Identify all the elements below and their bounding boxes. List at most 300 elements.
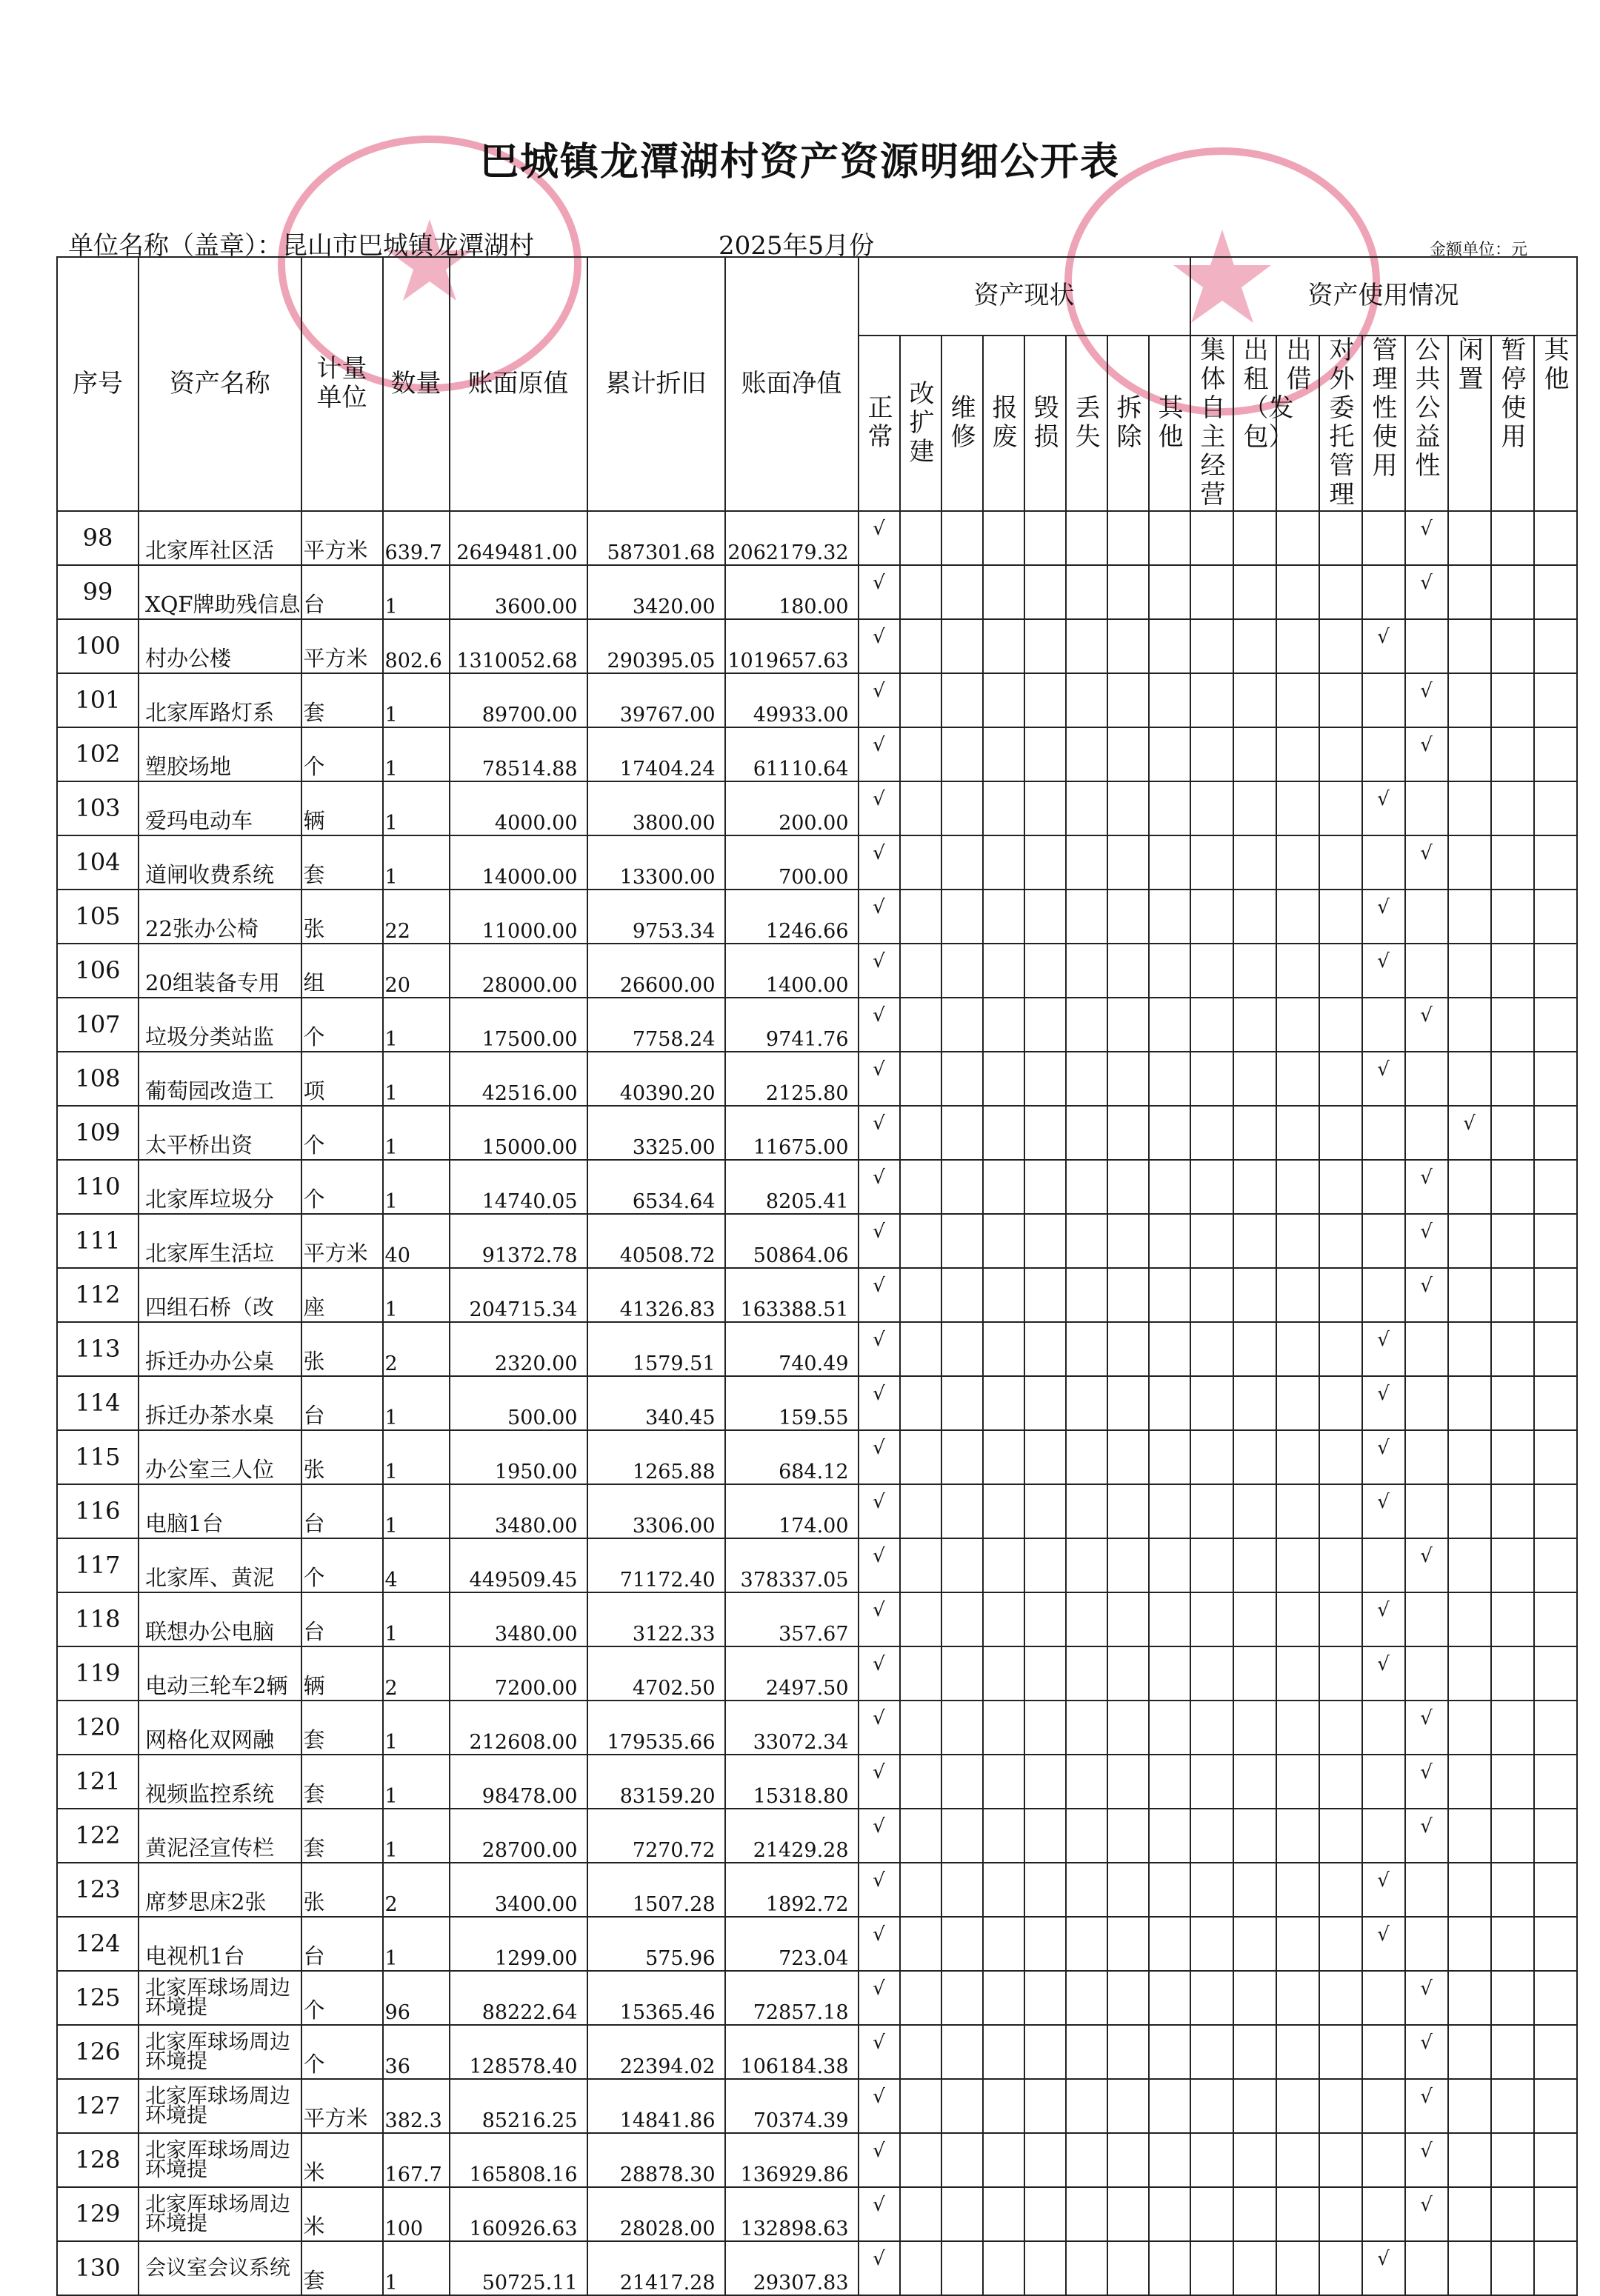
header-usage-label: 闲置 bbox=[1458, 336, 1484, 395]
cell-usage-check bbox=[1448, 619, 1491, 673]
cell-usage-check bbox=[1276, 727, 1319, 781]
cell-status-check bbox=[1066, 1917, 1107, 1971]
cell-seq: 109 bbox=[57, 1106, 139, 1160]
header-usage-label: 管理性使用 bbox=[1372, 336, 1398, 481]
cell-usage-check bbox=[1534, 2025, 1577, 2079]
cell-status-check bbox=[1024, 727, 1066, 781]
cell-original: 1299.00 bbox=[450, 1917, 587, 1971]
header-usage-group: 资产使用情况 bbox=[1190, 257, 1577, 336]
cell-net: 1892.72 bbox=[725, 1863, 859, 1917]
cell-status-check bbox=[983, 1268, 1024, 1322]
cell-status-check bbox=[983, 1917, 1024, 1971]
cell-status-check bbox=[900, 1809, 941, 1863]
cell-status-check bbox=[941, 1701, 983, 1755]
header-usage-label: 暂停使用 bbox=[1501, 336, 1527, 453]
cell-usage-check bbox=[1319, 1863, 1362, 1917]
header-status-col bbox=[1024, 336, 1066, 511]
cell-original: 1310052.68 bbox=[450, 619, 587, 673]
report-period: 2025年5月份 bbox=[719, 231, 875, 261]
cell-net: 72857.18 bbox=[725, 1971, 859, 2025]
table-row bbox=[57, 1052, 1577, 1106]
cell-depreciation: 7758.24 bbox=[587, 998, 725, 1052]
header-status-label: 毁损 bbox=[1033, 393, 1059, 453]
header-usage-label: 公共公益性 bbox=[1415, 336, 1441, 481]
table-row bbox=[57, 619, 1577, 673]
cell-status-check bbox=[1024, 2025, 1066, 2079]
cell-status-check bbox=[941, 944, 983, 998]
cell-usage-check bbox=[1534, 1917, 1577, 1971]
cell-usage-check bbox=[1534, 998, 1577, 1052]
cell-status-check bbox=[941, 890, 983, 944]
header-usage-label: 集体自主经营 bbox=[1200, 336, 1226, 510]
cell-usage-check bbox=[1405, 1863, 1448, 1917]
cell-status-check bbox=[941, 998, 983, 1052]
cell-name: 联想办公电脑 bbox=[139, 1592, 301, 1646]
cell-usage-check bbox=[1448, 2241, 1491, 2295]
cell-usage-check bbox=[1448, 1863, 1491, 1917]
cell-usage-check bbox=[1233, 1701, 1276, 1755]
cell-net: 1019657.63 bbox=[725, 619, 859, 673]
cell-qty: 1 bbox=[383, 1701, 450, 1755]
cell-usage-check bbox=[1448, 1971, 1491, 2025]
cell-status-check bbox=[900, 1376, 941, 1430]
cell-depreciation: 1265.88 bbox=[587, 1430, 725, 1484]
cell-depreciation: 40508.72 bbox=[587, 1214, 725, 1268]
check-mark-usage: √ bbox=[1362, 1917, 1405, 1971]
cell-net: 2125.80 bbox=[725, 1052, 859, 1106]
cell-unit: 个 bbox=[301, 998, 383, 1052]
check-mark-usage: √ bbox=[1362, 1430, 1405, 1484]
check-mark-status: √ bbox=[859, 2079, 900, 2133]
header-status-group: 资产现状 bbox=[859, 257, 1190, 336]
cell-usage-check bbox=[1233, 1971, 1276, 2025]
check-mark-usage: √ bbox=[1362, 1322, 1405, 1376]
cell-status-check bbox=[1024, 1755, 1066, 1809]
cell-usage-check bbox=[1319, 835, 1362, 890]
cell-qty: 1 bbox=[383, 1430, 450, 1484]
cell-status-check bbox=[941, 1268, 983, 1322]
asset-rows bbox=[57, 511, 1577, 2295]
cell-status-check bbox=[941, 1755, 983, 1809]
cell-usage-check bbox=[1448, 1430, 1491, 1484]
cell-qty: 100 bbox=[383, 2187, 450, 2241]
cell-usage-check bbox=[1233, 1484, 1276, 1538]
cell-status-check bbox=[1149, 1484, 1190, 1538]
cell-status-check bbox=[1066, 1160, 1107, 1214]
cell-usage-check bbox=[1534, 727, 1577, 781]
cell-usage-check bbox=[1190, 835, 1233, 890]
cell-usage-check bbox=[1319, 1755, 1362, 1809]
cell-net: 378337.05 bbox=[725, 1538, 859, 1592]
cell-status-check bbox=[1024, 511, 1066, 565]
cell-status-check bbox=[1107, 1863, 1149, 1917]
cell-status-check bbox=[983, 2241, 1024, 2295]
asset-table bbox=[56, 256, 1578, 2296]
cell-usage-check bbox=[1319, 2187, 1362, 2241]
cell-unit: 平方米 bbox=[301, 511, 383, 565]
cell-unit: 个 bbox=[301, 1538, 383, 1592]
cell-usage-check bbox=[1276, 835, 1319, 890]
check-mark-usage: √ bbox=[1362, 1052, 1405, 1106]
header-status-label: 报废 bbox=[992, 393, 1018, 453]
cell-net: 136929.86 bbox=[725, 2133, 859, 2187]
cell-status-check bbox=[1024, 998, 1066, 1052]
header-usage-col bbox=[1405, 336, 1448, 511]
cell-seq: 121 bbox=[57, 1755, 139, 1809]
cell-status-check bbox=[1149, 673, 1190, 727]
cell-status-check bbox=[983, 2187, 1024, 2241]
cell-qty: 2 bbox=[383, 1646, 450, 1701]
table-row bbox=[57, 1322, 1577, 1376]
cell-usage-check bbox=[1362, 1160, 1405, 1214]
cell-usage-check bbox=[1276, 1160, 1319, 1214]
cell-usage-check bbox=[1276, 998, 1319, 1052]
header-status-label: 维修 bbox=[950, 393, 976, 453]
cell-usage-check bbox=[1491, 2025, 1534, 2079]
cell-status-check bbox=[1066, 511, 1107, 565]
cell-qty: 1 bbox=[383, 1809, 450, 1863]
cell-original: 78514.88 bbox=[450, 727, 587, 781]
header-usage-col bbox=[1319, 336, 1362, 511]
cell-usage-check bbox=[1233, 1592, 1276, 1646]
cell-usage-check bbox=[1491, 1322, 1534, 1376]
cell-status-check bbox=[983, 835, 1024, 890]
cell-usage-check bbox=[1362, 1755, 1405, 1809]
cell-status-check bbox=[1066, 2133, 1107, 2187]
cell-seq: 116 bbox=[57, 1484, 139, 1538]
cell-usage-check bbox=[1319, 565, 1362, 619]
cell-usage-check bbox=[1276, 1484, 1319, 1538]
cell-status-check bbox=[1107, 1160, 1149, 1214]
cell-usage-check bbox=[1190, 1106, 1233, 1160]
cell-status-check bbox=[1066, 1052, 1107, 1106]
cell-qty: 40 bbox=[383, 1214, 450, 1268]
cell-usage-check bbox=[1534, 1106, 1577, 1160]
cell-qty: 1 bbox=[383, 1160, 450, 1214]
table-row bbox=[57, 727, 1577, 781]
header-status-label: 丢失 bbox=[1075, 393, 1101, 453]
check-mark-status: √ bbox=[859, 1376, 900, 1430]
cell-usage-check bbox=[1233, 619, 1276, 673]
cell-usage-check bbox=[1491, 2079, 1534, 2133]
cell-name: 席梦思床2张 bbox=[139, 1863, 301, 1917]
cell-usage-check bbox=[1233, 2187, 1276, 2241]
cell-status-check bbox=[900, 781, 941, 835]
check-mark-usage: √ bbox=[1405, 2133, 1448, 2187]
cell-status-check bbox=[1024, 1971, 1066, 2025]
cell-qty: 4 bbox=[383, 1538, 450, 1592]
cell-qty: 1 bbox=[383, 565, 450, 619]
cell-status-check bbox=[1107, 1214, 1149, 1268]
cell-status-check bbox=[983, 673, 1024, 727]
cell-net: 180.00 bbox=[725, 565, 859, 619]
cell-status-check bbox=[1149, 565, 1190, 619]
cell-name: 村办公楼 bbox=[139, 619, 301, 673]
cell-usage-check bbox=[1276, 1809, 1319, 1863]
cell-status-check bbox=[1024, 2079, 1066, 2133]
cell-seq: 103 bbox=[57, 781, 139, 835]
table-row bbox=[57, 2025, 1577, 2079]
cell-status-check bbox=[1066, 1809, 1107, 1863]
cell-seq: 127 bbox=[57, 2079, 139, 2133]
cell-seq: 126 bbox=[57, 2025, 139, 2079]
cell-usage-check bbox=[1233, 1917, 1276, 1971]
cell-usage-check bbox=[1190, 2133, 1233, 2187]
cell-usage-check bbox=[1276, 1538, 1319, 1592]
cell-seq: 120 bbox=[57, 1701, 139, 1755]
cell-unit: 台 bbox=[301, 1592, 383, 1646]
cell-usage-check bbox=[1190, 1592, 1233, 1646]
header-net: 账面净值 bbox=[725, 257, 859, 511]
cell-usage-check bbox=[1233, 1268, 1276, 1322]
cell-depreciation: 40390.20 bbox=[587, 1052, 725, 1106]
cell-status-check bbox=[941, 1376, 983, 1430]
cell-original: 28700.00 bbox=[450, 1809, 587, 1863]
cell-name: 道闸收费系统 bbox=[139, 835, 301, 890]
cell-name: 葡萄园改造工 bbox=[139, 1052, 301, 1106]
cell-status-check bbox=[941, 2025, 983, 2079]
cell-seq: 123 bbox=[57, 1863, 139, 1917]
cell-status-check bbox=[941, 1160, 983, 1214]
cell-unit: 组 bbox=[301, 944, 383, 998]
cell-status-check bbox=[1066, 944, 1107, 998]
cell-status-check bbox=[1107, 1971, 1149, 2025]
check-mark-usage: √ bbox=[1362, 781, 1405, 835]
cell-name: 22张办公椅 bbox=[139, 890, 301, 944]
cell-usage-check bbox=[1448, 1755, 1491, 1809]
table-row bbox=[57, 1592, 1577, 1646]
cell-unit: 个 bbox=[301, 727, 383, 781]
cell-usage-check bbox=[1190, 1214, 1233, 1268]
cell-usage-check bbox=[1319, 1484, 1362, 1538]
cell-status-check bbox=[983, 1106, 1024, 1160]
cell-qty: 1 bbox=[383, 1484, 450, 1538]
cell-usage-check bbox=[1190, 2079, 1233, 2133]
table-row bbox=[57, 2187, 1577, 2241]
header-status-col bbox=[983, 336, 1024, 511]
cell-usage-check bbox=[1448, 835, 1491, 890]
cell-depreciation: 179535.66 bbox=[587, 1701, 725, 1755]
cell-usage-check bbox=[1491, 673, 1534, 727]
cell-usage-check bbox=[1233, 727, 1276, 781]
cell-depreciation: 6534.64 bbox=[587, 1160, 725, 1214]
cell-usage-check bbox=[1233, 944, 1276, 998]
cell-depreciation: 21417.28 bbox=[587, 2241, 725, 2295]
cell-usage-check bbox=[1491, 1592, 1534, 1646]
check-mark-status: √ bbox=[859, 727, 900, 781]
cell-status-check bbox=[1024, 1809, 1066, 1863]
cell-usage-check bbox=[1405, 1322, 1448, 1376]
cell-usage-check bbox=[1319, 1160, 1362, 1214]
cell-status-check bbox=[983, 565, 1024, 619]
cell-net: 200.00 bbox=[725, 781, 859, 835]
cell-usage-check bbox=[1491, 1214, 1534, 1268]
cell-original: 88222.64 bbox=[450, 1971, 587, 2025]
cell-name: 会议室会议系统 bbox=[139, 2241, 301, 2295]
cell-usage-check bbox=[1534, 1430, 1577, 1484]
cell-usage-check bbox=[1534, 1971, 1577, 2025]
cell-status-check bbox=[941, 511, 983, 565]
cell-usage-check bbox=[1276, 1214, 1319, 1268]
cell-usage-check bbox=[1405, 1430, 1448, 1484]
cell-status-check bbox=[1107, 1755, 1149, 1809]
cell-usage-check bbox=[1276, 1646, 1319, 1701]
cell-usage-check bbox=[1534, 835, 1577, 890]
cell-original: 2320.00 bbox=[450, 1322, 587, 1376]
cell-seq: 106 bbox=[57, 944, 139, 998]
cell-status-check bbox=[1149, 511, 1190, 565]
cell-unit: 平方米 bbox=[301, 2079, 383, 2133]
cell-status-check bbox=[983, 1646, 1024, 1701]
cell-name: 北家厍社区活 bbox=[139, 511, 301, 565]
check-mark-usage: √ bbox=[1405, 727, 1448, 781]
header-status-col bbox=[1149, 336, 1190, 511]
cell-usage-check bbox=[1491, 1376, 1534, 1430]
cell-unit: 套 bbox=[301, 673, 383, 727]
cell-depreciation: 1579.51 bbox=[587, 1322, 725, 1376]
check-mark-usage: √ bbox=[1405, 1160, 1448, 1214]
cell-status-check bbox=[1149, 1755, 1190, 1809]
cell-depreciation: 83159.20 bbox=[587, 1755, 725, 1809]
table-row bbox=[57, 1430, 1577, 1484]
cell-seq: 108 bbox=[57, 1052, 139, 1106]
cell-usage-check bbox=[1534, 1484, 1577, 1538]
cell-usage-check bbox=[1362, 2133, 1405, 2187]
cell-status-check bbox=[1066, 890, 1107, 944]
cell-seq: 110 bbox=[57, 1160, 139, 1214]
cell-usage-check bbox=[1319, 1971, 1362, 2025]
cell-status-check bbox=[1107, 1106, 1149, 1160]
cell-seq: 130 bbox=[57, 2241, 139, 2295]
cell-usage-check bbox=[1491, 2241, 1534, 2295]
table-row bbox=[57, 1214, 1577, 1268]
cell-usage-check bbox=[1190, 1430, 1233, 1484]
cell-status-check bbox=[941, 1484, 983, 1538]
header-usage-col bbox=[1233, 336, 1294, 511]
cell-usage-check bbox=[1534, 2079, 1577, 2133]
cell-usage-check bbox=[1319, 1538, 1362, 1592]
cell-status-check bbox=[1107, 781, 1149, 835]
cell-unit: 米 bbox=[301, 2187, 383, 2241]
cell-usage-check bbox=[1534, 1268, 1577, 1322]
check-mark-usage: √ bbox=[1362, 2241, 1405, 2295]
cell-name: 北家厍路灯系 bbox=[139, 673, 301, 727]
cell-status-check bbox=[1149, 1863, 1190, 1917]
cell-status-check bbox=[1024, 1160, 1066, 1214]
cell-status-check bbox=[983, 1971, 1024, 2025]
cell-usage-check bbox=[1491, 619, 1534, 673]
cell-seq: 128 bbox=[57, 2133, 139, 2187]
cell-status-check bbox=[1149, 998, 1190, 1052]
cell-seq: 115 bbox=[57, 1430, 139, 1484]
cell-name: 北家厍球场周边环境提 bbox=[139, 2187, 301, 2241]
cell-status-check bbox=[1149, 2079, 1190, 2133]
check-mark-status: √ bbox=[859, 1863, 900, 1917]
cell-unit: 项 bbox=[301, 1052, 383, 1106]
cell-status-check bbox=[1149, 1646, 1190, 1701]
cell-status-check bbox=[1066, 781, 1107, 835]
check-mark-status: √ bbox=[859, 1538, 900, 1592]
cell-usage-check bbox=[1190, 2187, 1233, 2241]
cell-status-check bbox=[941, 673, 983, 727]
table-row bbox=[57, 673, 1577, 727]
table-row bbox=[57, 890, 1577, 944]
cell-seq: 112 bbox=[57, 1268, 139, 1322]
cell-status-check bbox=[1107, 673, 1149, 727]
cell-usage-check bbox=[1491, 1106, 1534, 1160]
cell-qty: 1 bbox=[383, 2241, 450, 2295]
cell-usage-check bbox=[1448, 890, 1491, 944]
table-row bbox=[57, 1755, 1577, 1809]
cell-name: 电视机1台 bbox=[139, 1917, 301, 1971]
cell-unit: 座 bbox=[301, 1268, 383, 1322]
table-row bbox=[57, 2079, 1577, 2133]
cell-net: 684.12 bbox=[725, 1430, 859, 1484]
cell-name: 电动三轮车2辆 bbox=[139, 1646, 301, 1701]
cell-unit: 套 bbox=[301, 1701, 383, 1755]
header-usage-col bbox=[1362, 336, 1405, 511]
cell-name: 北家厍球场周边环境提 bbox=[139, 2025, 301, 2079]
cell-qty: 1 bbox=[383, 1755, 450, 1809]
cell-qty: 1 bbox=[383, 781, 450, 835]
cell-depreciation: 3800.00 bbox=[587, 781, 725, 835]
cell-name: 北家厍生活垃 bbox=[139, 1214, 301, 1268]
cell-net: 11675.00 bbox=[725, 1106, 859, 1160]
cell-status-check bbox=[1107, 1322, 1149, 1376]
cell-status-check bbox=[1149, 1971, 1190, 2025]
cell-original: 1950.00 bbox=[450, 1430, 587, 1484]
header-usage-col bbox=[1448, 336, 1491, 511]
cell-qty: 1 bbox=[383, 1592, 450, 1646]
cell-usage-check bbox=[1448, 1592, 1491, 1646]
cell-net: 33072.34 bbox=[725, 1701, 859, 1755]
cell-status-check bbox=[1107, 890, 1149, 944]
cell-status-check bbox=[1024, 673, 1066, 727]
cell-status-check bbox=[983, 1592, 1024, 1646]
cell-usage-check bbox=[1534, 1646, 1577, 1701]
cell-original: 204715.34 bbox=[450, 1268, 587, 1322]
check-mark-status: √ bbox=[859, 1917, 900, 1971]
cell-original: 2649481.00 bbox=[450, 511, 587, 565]
cell-depreciation: 41326.83 bbox=[587, 1268, 725, 1322]
cell-usage-check bbox=[1190, 2025, 1233, 2079]
header-status-col bbox=[1107, 336, 1149, 511]
cell-seq: 113 bbox=[57, 1322, 139, 1376]
cell-depreciation: 39767.00 bbox=[587, 673, 725, 727]
cell-usage-check bbox=[1319, 1376, 1362, 1430]
cell-usage-check bbox=[1448, 781, 1491, 835]
cell-usage-check bbox=[1276, 619, 1319, 673]
cell-depreciation: 28028.00 bbox=[587, 2187, 725, 2241]
cell-usage-check bbox=[1319, 619, 1362, 673]
cell-net: 106184.38 bbox=[725, 2025, 859, 2079]
cell-status-check bbox=[900, 1755, 941, 1809]
cell-qty: 1 bbox=[383, 1052, 450, 1106]
cell-net: 723.04 bbox=[725, 1917, 859, 1971]
cell-status-check bbox=[1107, 1376, 1149, 1430]
cell-usage-check bbox=[1233, 2025, 1276, 2079]
cell-status-check bbox=[941, 1052, 983, 1106]
cell-name: 办公室三人位 bbox=[139, 1430, 301, 1484]
cell-net: 1400.00 bbox=[725, 944, 859, 998]
cell-usage-check bbox=[1190, 944, 1233, 998]
cell-usage-check bbox=[1534, 1052, 1577, 1106]
cell-net: 1246.66 bbox=[725, 890, 859, 944]
cell-status-check bbox=[900, 1971, 941, 2025]
cell-usage-check bbox=[1448, 1052, 1491, 1106]
cell-usage-check bbox=[1190, 565, 1233, 619]
cell-usage-check bbox=[1362, 2025, 1405, 2079]
